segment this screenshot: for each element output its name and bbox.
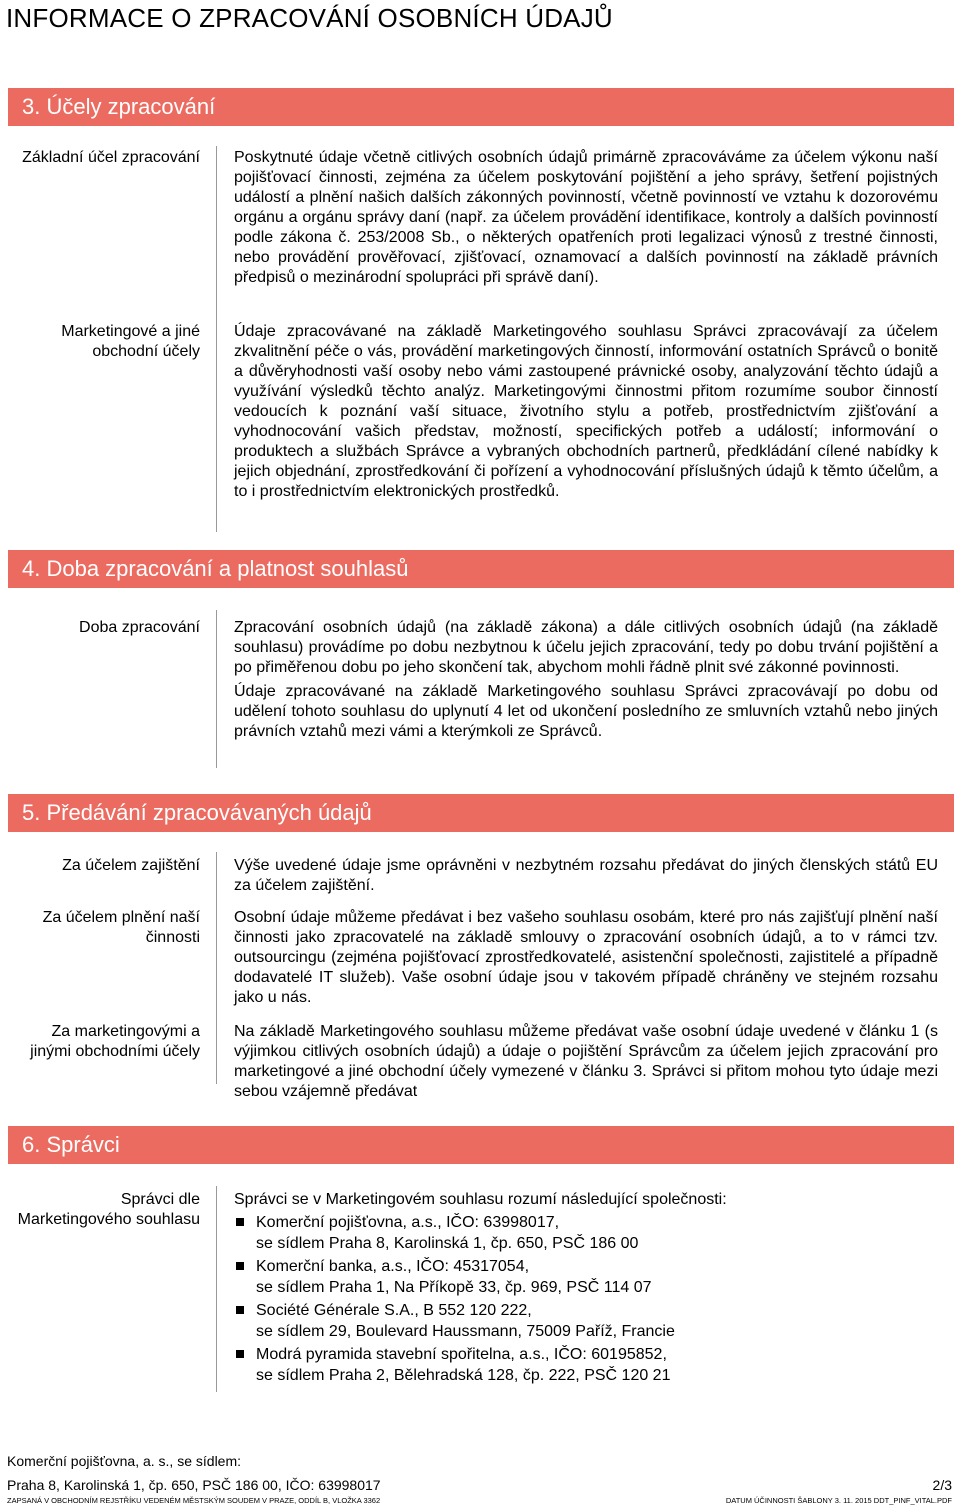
square-bullet-icon [236,1218,244,1226]
intro-text: Správci se v Marketingovém souhlasu rozumí následující společnosti: [234,1191,727,1208]
footer-registry: ZAPSANÁ V OBCHODNÍM REJSTŘÍKU VEDENÉM MĚSTSKÝM SOUDEM V PRAZE, ODDÍL B, VLOŽKA 3362 [7,1496,381,1505]
company-address-line: se sídlem Praha 8, Karolinská 1, čp. 650, PSČ 186 00 [256,1235,639,1252]
row-label-spravci: Správci dle Marketingového souhlasu [17,1191,200,1228]
company-name-line: Société Générale S.A., B 552 120 222, [256,1302,532,1319]
row-text-marketingove-ucely [234,322,938,502]
company-address-line: se sídlem Praha 1, Na Příkopě 33, čp. 969, PSČ 114 07 [256,1279,652,1296]
row-text-doba-zpracovani [234,618,938,742]
list-item [234,1300,938,1342]
footer-address-line: Praha 8, Karolinská 1, čp. 650, PSČ 186 00, IČO: 63998017 [7,1477,381,1493]
footer-template-date: DATUM ÚČINNOSTI ŠABLONY 3. 11. 2015 DDT_PINF_VITAL.PDF [725,1496,952,1505]
company-name-line: Modrá pyramida stavební spořitelna, a.s., IČO: 60195852, [256,1346,667,1363]
company-name-line: Komerční banka, a.s., IČO: 45317054, [256,1258,530,1275]
row-label-zajisteni: Za účelem zajištění [62,857,200,874]
company-list [234,1212,938,1386]
column-divider [216,146,217,532]
square-bullet-icon [236,1306,244,1314]
company-name-line: Komerční pojišťovna, a.s., IČO: 63998017, [256,1214,560,1231]
footer-company-line: Komerční pojišťovna, a. s., se sídlem: [7,1453,242,1469]
section-heading-5: 5. Předávání zpracovávaných údajů [8,794,954,832]
column-divider [216,852,217,1084]
list-item [234,1212,938,1254]
row-label-doba-zpracovani: Doba zpracování [79,619,200,636]
column-divider [216,1186,217,1392]
paragraph: Údaje zpracovávané na základě Marketingového souhlasu Správci zpracovávají po dobu od udělení tohoto souhlasu do uplynutí 4 let od ukončení posledního ze smluvních vztahů nebo jiných právních vztahů mezi vámi a kterýmkoli ze Správců. [234,683,938,740]
company-address-line: se sídlem Praha 2, Bělehradská 128, čp. 222, PSČ 120 21 [256,1367,671,1384]
square-bullet-icon [236,1350,244,1358]
paragraph: Na základě Marketingového souhlasu můžeme předávat vaše osobní údaje uvedené v článku 1 (s výjimkou citlivých osobních údajů) a údaje o pojištění Správcům za účelem jejich zpracování pro marketingové a jiné obchodní účely vymezené v článku 3. Správci si přitom mohou tyto údaje mezi sebou vzájemně předávat [234,1023,938,1100]
page-number: 2/3 [932,1477,952,1493]
square-bullet-icon [236,1262,244,1270]
paragraph: Údaje zpracovávané na základě Marketingového souhlasu Správci zpracovávají za účelem zkvalitnění péče o vás, provádění marketingových činností, informování ostatních Správců o bonitě a důvěryhodnosti vaší osoby nebo vámi zastoupené právnické osoby, analyzování těchto údajů a využívání výsledků těchto analýz. Marketingovými činnostmi přitom rozumíme soubor činností vedoucích k poznání vaší situace, životního stylu a potřeb, prostřednictvím zjišťování a vyhodnocování vašich představ, možností, specifických potřeb a událostí; informování o produktech a službách Správce a vybraných obchodních partnerů, předkládání cílené nabídky k jejich objednání, zprostředkování či pořízení a vyhodnocování příslušných údajů k těmto účelům, a to i prostřednictvím elektronických prostředků. [234,323,938,500]
section-heading-4: 4. Doba zpracování a platnost souhlasů [8,550,954,588]
row-label-plneni-cinnosti: Za účelem plnění naší činnosti [42,909,200,946]
list-item [234,1256,938,1298]
list-item [234,1344,938,1386]
row-text-plneni-cinnosti [234,908,938,1008]
row-text-zakladni-ucel [234,148,938,288]
company-address-line: se sídlem 29, Boulevard Haussmann, 75009 Paříž, Francie [256,1323,675,1340]
row-label-marketingove-predavani: Za marketingovými a jinými obchodními účely [30,1023,200,1060]
column-divider [216,610,217,768]
row-text-zajisteni [234,856,938,896]
section-heading-3: 3. Účely zpracování [8,88,954,126]
row-text-marketingove-predavani [234,1022,938,1102]
row-label-marketingove-ucely: Marketingové a jiné obchodní účely [61,323,200,360]
paragraph: Výše uvedené údaje jsme oprávněni v nezbytném rozsahu předávat do jiných členských států EU za účelem zajištění. [234,857,938,894]
section-heading-6: 6. Správci [8,1126,954,1164]
paragraph: Poskytnuté údaje včetně citlivých osobních údajů primárně zpracováváme za účelem výkonu naší pojišťovací činnosti, zejména za účelem poskytování pojištění a jeho správy, šetření pojistných událostí a plnění našich dalších zákonných povinností, včetně povinností ve vztahu k dozorovému orgánu a orgánu správy daní (např. za účelem provádění identifikace, kontroly a dalších povinností podle zákona č. 253/2008 Sb., o některých opatřeních proti legalizaci výnosů z trestné činnosti, nebo provádění prověřovací, zjišťovací, oznamovací a dalších povinností na základě právních předpisů o mezinárodní spolupráci při správě daní). [234,149,938,286]
row-label-zakladni-ucel: Základní účel zpracování [22,149,200,166]
row-text-spravci [234,1190,938,1388]
paragraph: Zpracování osobních údajů (na základě zákona) a dále citlivých osobních údajů (na základě souhlasu) provádíme po dobu nezbytnou k účelu jejich zpracování, tedy po dobu trvání pojištění a po přiměřenou dobu po jeho skončení tak, abychom mohli řádně plnit své zákonné povinnosti. [234,619,938,676]
paragraph: Osobní údaje můžeme předávat i bez vašeho souhlasu osobám, které pro nás zajišťují plnění naší činnosti jako zpracovatelé na základě smlouvy o zpracování osobních údajů, a to v rámci tzv. outsourcingu (zejména pojišťovací zprostředkovatelé, asistenční společnosti, zajistitelé a případně dodavatelé IT služeb). Vaše osobní údaje jsou v takovém případě chráněny ve stejném rozsahu jako u nás. [234,909,938,1006]
page-title: INFORMACE O ZPRACOVÁNÍ OSOBNÍCH ÚDAJŮ [6,3,613,33]
